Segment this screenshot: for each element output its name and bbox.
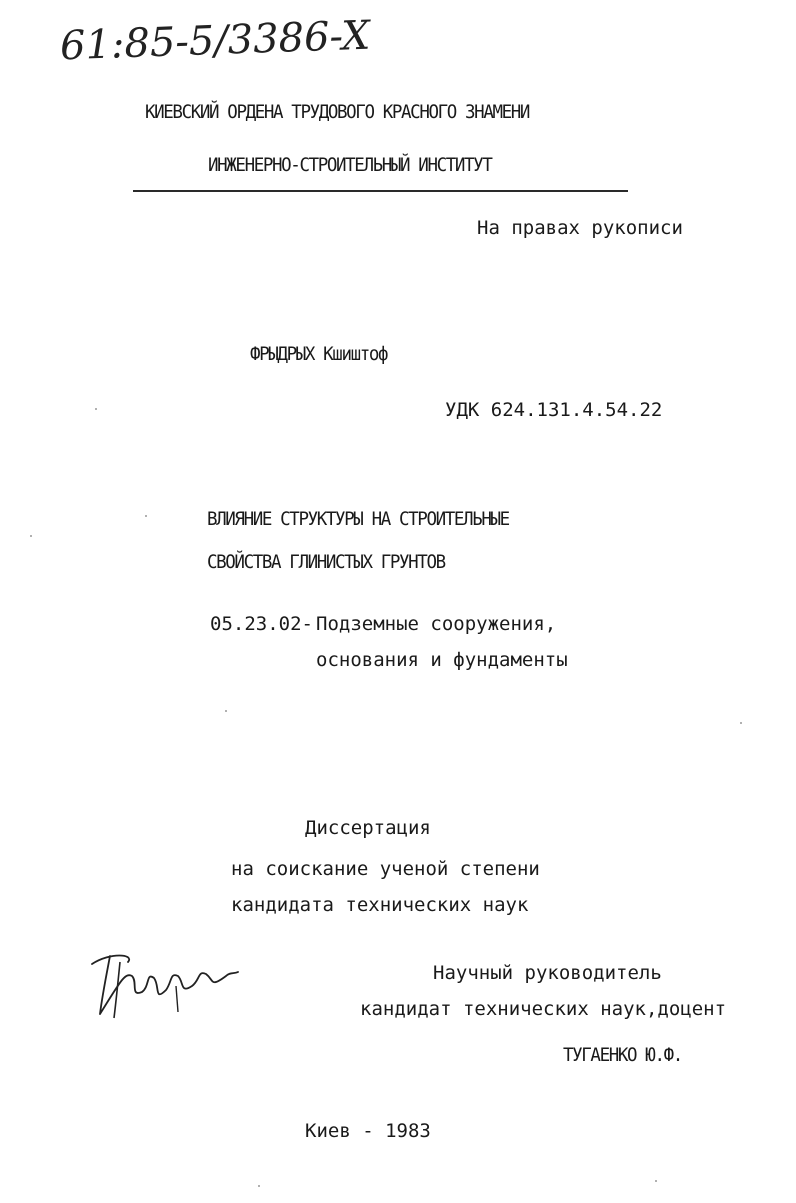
- dissertation-label: Диссертация: [305, 817, 431, 839]
- specialty-line2: основания и фундаменты: [316, 649, 568, 671]
- dissertation-degree-line: на соискание ученой степени: [231, 858, 540, 880]
- city-year: Киев - 1983: [305, 1120, 431, 1142]
- scan-speck: [740, 722, 742, 724]
- institution-line1: КИЕВСКИЙ ОРДЕНА ТРУДОВОГО КРАСНОГО ЗНАМЕНИ: [145, 101, 530, 123]
- handwritten-archive-number: 61:85-5/3386-X: [59, 12, 371, 70]
- scan-speck: [145, 515, 147, 517]
- udc-code: УДК 624.131.4.54.22: [445, 399, 663, 421]
- manuscript-note: На правах рукописи: [477, 217, 683, 239]
- scan-speck: [30, 535, 32, 537]
- scan-speck: [258, 1185, 260, 1187]
- author-signature: [80, 942, 240, 1022]
- dissertation-science-line: кандидата технических наук: [231, 894, 529, 916]
- supervisor-title: кандидат технических наук,доцент: [360, 998, 727, 1020]
- title-line1: ВЛИЯНИЕ СТРУКТУРЫ НА СТРОИТЕЛЬНЫЕ: [207, 508, 509, 530]
- supervisor-role: Научный руководитель: [433, 962, 662, 984]
- scan-speck: [95, 408, 97, 410]
- specialty-code: 05.23.02-: [210, 613, 313, 635]
- specialty-line1: Подземные сооружения,: [316, 613, 557, 635]
- title-line2: СВОЙСТВА ГЛИНИСТЫХ ГРУНТОВ: [207, 551, 445, 573]
- scan-speck: [225, 710, 227, 712]
- scan-speck: [655, 1180, 657, 1182]
- header-divider: [133, 190, 628, 192]
- institution-line2: ИНЖЕНЕРНО-СТРОИТЕЛЬНЫЙ ИНСТИТУТ: [208, 154, 492, 176]
- author-name: ФРЫДРЫХ Кшиштоф: [250, 343, 388, 365]
- supervisor-name: ТУГАЕНКО Ю.Ф.: [563, 1044, 682, 1066]
